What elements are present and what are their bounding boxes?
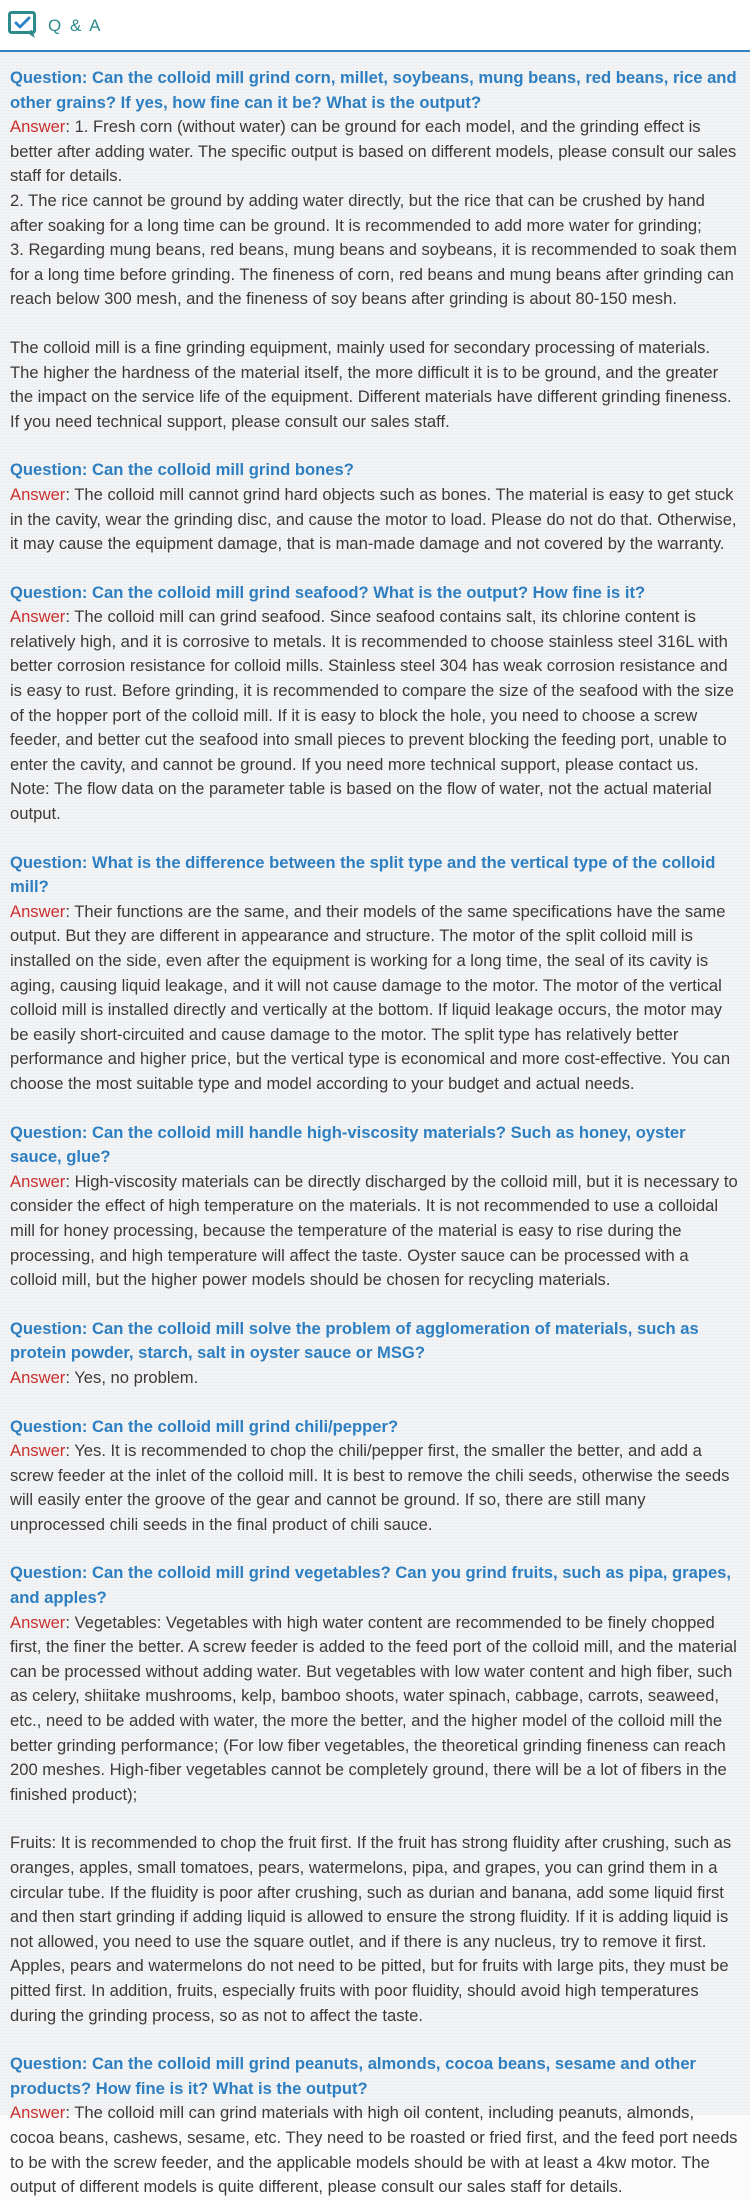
qa-item [10, 1121, 740, 1293]
page-title: Q & A [48, 16, 103, 35]
question-text: Question: Can the colloid mill grind seafood? What is the output? How fine is it? [10, 582, 646, 602]
qa-item [10, 458, 740, 556]
paragraph-spacer [10, 1807, 740, 1831]
answer-text: Yes, no problem. [74, 1367, 199, 1387]
qa-note [10, 336, 740, 434]
question-text: Question: Can the colloid mill handle high-viscosity materials? Such as honey, oyster sauce, glue? [10, 1122, 686, 1167]
question-text: Question: Can the colloid mill solve the problem of agglomeration of materials, such as protein powder, starch, salt in oyster sauce or MSG? [10, 1318, 699, 1363]
answer-line: Answer: The colloid mill can grind seafood. Since seafood contains salt, its chlorine content is relatively high, and it is corrosive to metals. It is recommended to choose stainless steel 316L with better corrosion resistance for colloid mills. Stainless steel 304 has weak corrosion resistance and is easy to rust. Before grinding, it is recommended to compare the size of the seafood with the size of the hopper port of the colloid mill. If it is easy to block the hole, you need to choose a screw feeder, and better cut the seafood into small pieces to prevent blocking the feeding port, unable to enter the cavity, and cannot be ground. If you need more technical support, please contact us. Note: The flow data on the parameter table is based on the flow of water, not the actual material output. [10, 607, 735, 824]
answer-text: Vegetables: Vegetables with high water content are recommended to be finely chopped first, the finer the better. A screw feeder is added to the feed port of the colloid mill, and the material can be processed without adding water. But vegetables with low water content and high fiber, such as celery, shiitake mushrooms, kelp, bamboo shoots, water spinach, cabbage, carrots, seaweed, etc., need to be added with water, the more the better, and the higher model of the colloid mill the better grinding performance; (For low fiber vegetables, the theoretical grinding fineness can reach 200 meshes. High-fiber vegetables cannot be completely ground, there will be a lot of fibers in the finished product); [10, 1612, 737, 1804]
answer-line: Answer: Yes. It is recommended to chop the chili/pepper first, the smaller the better, and add a screw feeder at the inlet of the colloid mill. It is best to remove the chili seeds, otherwise the seeds will easily enter the groove of the gear and cannot be ground. If so, there are still many unprocessed chili seeds in the final product of chili sauce. [10, 1441, 730, 1534]
answer-text: High-viscosity materials can be directly discharged by the colloid mill, but it is necessary to consider the effect of high temperature on the materials. It is not recommended to use a colloidal mill for honey processing, because the temperature of the material is easy to rise during the processing, and high temperature will affect the taste. Oyster sauce can be processed with a colloid mill, but the higher power models should be chosen for recycling materials. [10, 1171, 738, 1290]
answer-text: The colloid mill can grind seafood. Since seafood contains salt, its chlorine content is relatively high, and it is corrosive to metals. It is recommended to choose stainless steel 316L with better corrosion resistance for colloid mills. Stainless steel 304 has weak corrosion resistance and is easy to rust. Before grinding, it is recommended to compare the size of the seafood with the size of the hopper port of the colloid mill. If it is easy to block the hole, you need to choose a screw feeder, and better cut the seafood into small pieces to prevent blocking the feeding port, unable to enter the cavity, and cannot be ground. If you need more technical support, please contact us. Note: The flow data on the parameter table is based on the flow of water, not the actual material output. [10, 607, 735, 824]
answer-line: Answer: Yes, no problem. [10, 1367, 199, 1387]
answer-text: Their functions are the same, and their models of the same specifications have the same output. But they are different in appearance and structure. The motor of the split colloid mill is installed on the side, even after the equipment is working for a long time, the seal of its cavity is aging, causing liquid leakage, and it will not cause damage to the motor. The motor of the vertical colloid mill is installed directly and vertically at the bottom. If liquid leakage occurs, the motor may be easily short-circuited and cause damage to the motor. The split type has relatively better performance and higher price, but the vertical type is economical and more cost-effective. You can choose the most suitable type and model according to your budget and actual needs. [10, 901, 731, 1093]
answer-line: Answer: Vegetables: Vegetables with high water content are recommended to be finely chopped first, the finer the better. A screw feeder is added to the feed port of the colloid mill, and the material can be processed without adding water. But vegetables with low water content and high fiber, such as celery, shiitake mushrooms, kelp, bamboo shoots, water spinach, cabbage, carrots, seaweed, etc., need to be added with water, the more the better, and the higher model of the colloid mill the better grinding performance; (For low fiber vegetables, the theoretical grinding fineness can reach 200 meshes. High-fiber vegetables cannot be completely ground, there will be a lot of fibers in the finished product); [10, 1612, 737, 1804]
answer-line: Answer: High-viscosity materials can be directly discharged by the colloid mill, but it is necessary to consider the effect of high temperature on the materials. It is not recommended to use a colloidal mill for honey processing, because the temperature of the material is easy to rise during the processing, and high temperature will affect the taste. Oyster sauce can be processed with a colloid mill, but the higher power models should be chosen for recycling materials. [10, 1171, 738, 1290]
question-text: Question: Can the colloid mill grind vegetables? Can you grind fruits, such as pipa, grapes, and apples? [10, 1563, 732, 1608]
answer-text: The colloid mill can grind materials with high oil content, including peanuts, almonds, cocoa beans, cashews, sesame, etc. They need to be roasted or fried first, and the feed port needs to be with the screw feeder, and the applicable models should be with at least a 4kw motor. The output of different models is quite different, please consult our sales staff for details. [10, 2103, 738, 2197]
question-text: Question: Can the colloid mill grind corn, millet, soybeans, mung beans, red beans, rice and other grains? If yes, how fine can it be? What is the output? [10, 68, 737, 112]
question-text: Question: Can the colloid mill grind bones? [10, 460, 354, 480]
qa-content [0, 52, 750, 2200]
answer-line: Answer: The colloid mill can grind materials with high oil content, including peanuts, almonds, cocoa beans, cashews, sesame, etc. They need to be roasted or fried first, and the feed port needs to be with the screw feeder, and the applicable models should be with at least a 4kw motor. The output of different models is quite different, please consult our sales staff for details. [10, 2103, 738, 2197]
answer-label: Answer [10, 607, 66, 627]
answer-paragraph: 3. Regarding mung beans, red beans, mung beans and soybeans, it is recommended to soak them for a long time before grinding. The fineness of corn, red beans and mung beans after grinding can reach below 300 mesh, and the fineness of soy beans after grinding is about 80-150 mesh. [10, 240, 737, 309]
answer-label: Answer [10, 117, 66, 137]
qa-item [10, 2052, 740, 2200]
qa-logo-icon [8, 11, 38, 39]
qa-item [10, 1561, 740, 2028]
question-text: Question: Can the colloid mill grind peanuts, almonds, cocoa beans, sesame and other products? How fine is it? What is the output? [10, 2054, 697, 2098]
answer-paragraph: Fruits: It is recommended to chop the fruit first. If the fruit has strong fluidity after crushing, such as oranges, apples, small tomatoes, pears, watermelons, pipa, and grapes, you can grind them in a circular tube. If the fluidity is poor after crushing, such as durian and banana, add some liquid first and then start grinding if adding liquid is allowed to ensure the strong fluidity. If it is adding liquid is not allowed, you need to use the square outlet, and if there is any nucleus, try to remove it first. Apples, pears and watermelons do not need to be pitted, but for fruits with large pits, they must be pitted first. In addition, fruits, especially fruits with poor fluidity, should avoid high temperatures during the grinding process, so as not to affect the taste. [10, 1833, 732, 2025]
answer-label: Answer [10, 484, 66, 504]
answer-label: Answer [10, 1612, 66, 1632]
answer-text: Yes. It is recommended to chop the chili/pepper first, the smaller the better, and add a screw feeder at the inlet of the colloid mill. It is best to remove the chili seeds, otherwise the seeds will easily enter the groove of the gear and cannot be ground. If so, there are still many unprocessed chili seeds in the final product of chili sauce. [10, 1441, 730, 1534]
answer-label: Answer [10, 1171, 66, 1191]
answer-text: 1. Fresh corn (without water) can be ground for each model, and the grinding effect is better after adding water. The specific output is based on different models, please consult our sales staff for details. [10, 117, 737, 186]
answer-label: Answer [10, 2103, 66, 2123]
answer-label: Answer [10, 901, 66, 921]
qa-item [10, 1317, 740, 1391]
header [0, 0, 750, 52]
qa-item [10, 1415, 740, 1538]
qa-item [10, 66, 740, 312]
qa-item [10, 581, 740, 827]
answer-label: Answer [10, 1367, 66, 1387]
question-text: Question: Can the colloid mill grind chili/pepper? [10, 1416, 399, 1436]
answer-line: Answer: 1. Fresh corn (without water) can be ground for each model, and the grinding effect is better after adding water. The specific output is based on different models, please consult our sales staff for details. [10, 117, 737, 186]
answer-line: Answer: The colloid mill cannot grind hard objects such as bones. The material is easy to get stuck in the cavity, wear the grinding disc, and cause the motor to load. Please do not do that. Otherwise, it may cause the equipment damage, that is man-made damage and not covered by the warranty. [10, 484, 737, 554]
answer-paragraph: 2. The rice cannot be ground by adding water directly, but the rice that can be crushed by hand after soaking for a long time can be ground. It is recommended to add more water for grinding; [10, 190, 705, 235]
note-paragraph: The colloid mill is a fine grinding equipment, mainly used for secondary processing of materials. The higher the hardness of the material itself, the more difficult it is to be ground, and the greater the impact on the service life of the equipment. Different materials have different grinding fineness. If you need technical support, please consult our sales staff. [10, 337, 732, 431]
qa-item [10, 851, 740, 1097]
answer-text: The colloid mill cannot grind hard objects such as bones. The material is easy to get stuck in the cavity, wear the grinding disc, and cause the motor to load. Please do not do that. Otherwise, it may cause the equipment damage, that is man-made damage and not covered by the warranty. [10, 484, 737, 554]
answer-label: Answer [10, 1441, 66, 1461]
answer-line: Answer: Their functions are the same, and their models of the same specifications have the same output. But they are different in appearance and structure. The motor of the split colloid mill is installed on the side, even after the equipment is working for a long time, the seal of its cavity is aging, causing liquid leakage, and it will not cause damage to the motor. The motor of the vertical colloid mill is installed directly and vertically at the bottom. If liquid leakage occurs, the motor may be easily short-circuited and cause damage to the motor. The split type has relatively better performance and higher price, but the vertical type is economical and more cost-effective. You can choose the most suitable type and model according to your budget and actual needs. [10, 901, 731, 1093]
question-text: Question: What is the difference between the split type and the vertical type of the colloid mill? [10, 852, 716, 897]
